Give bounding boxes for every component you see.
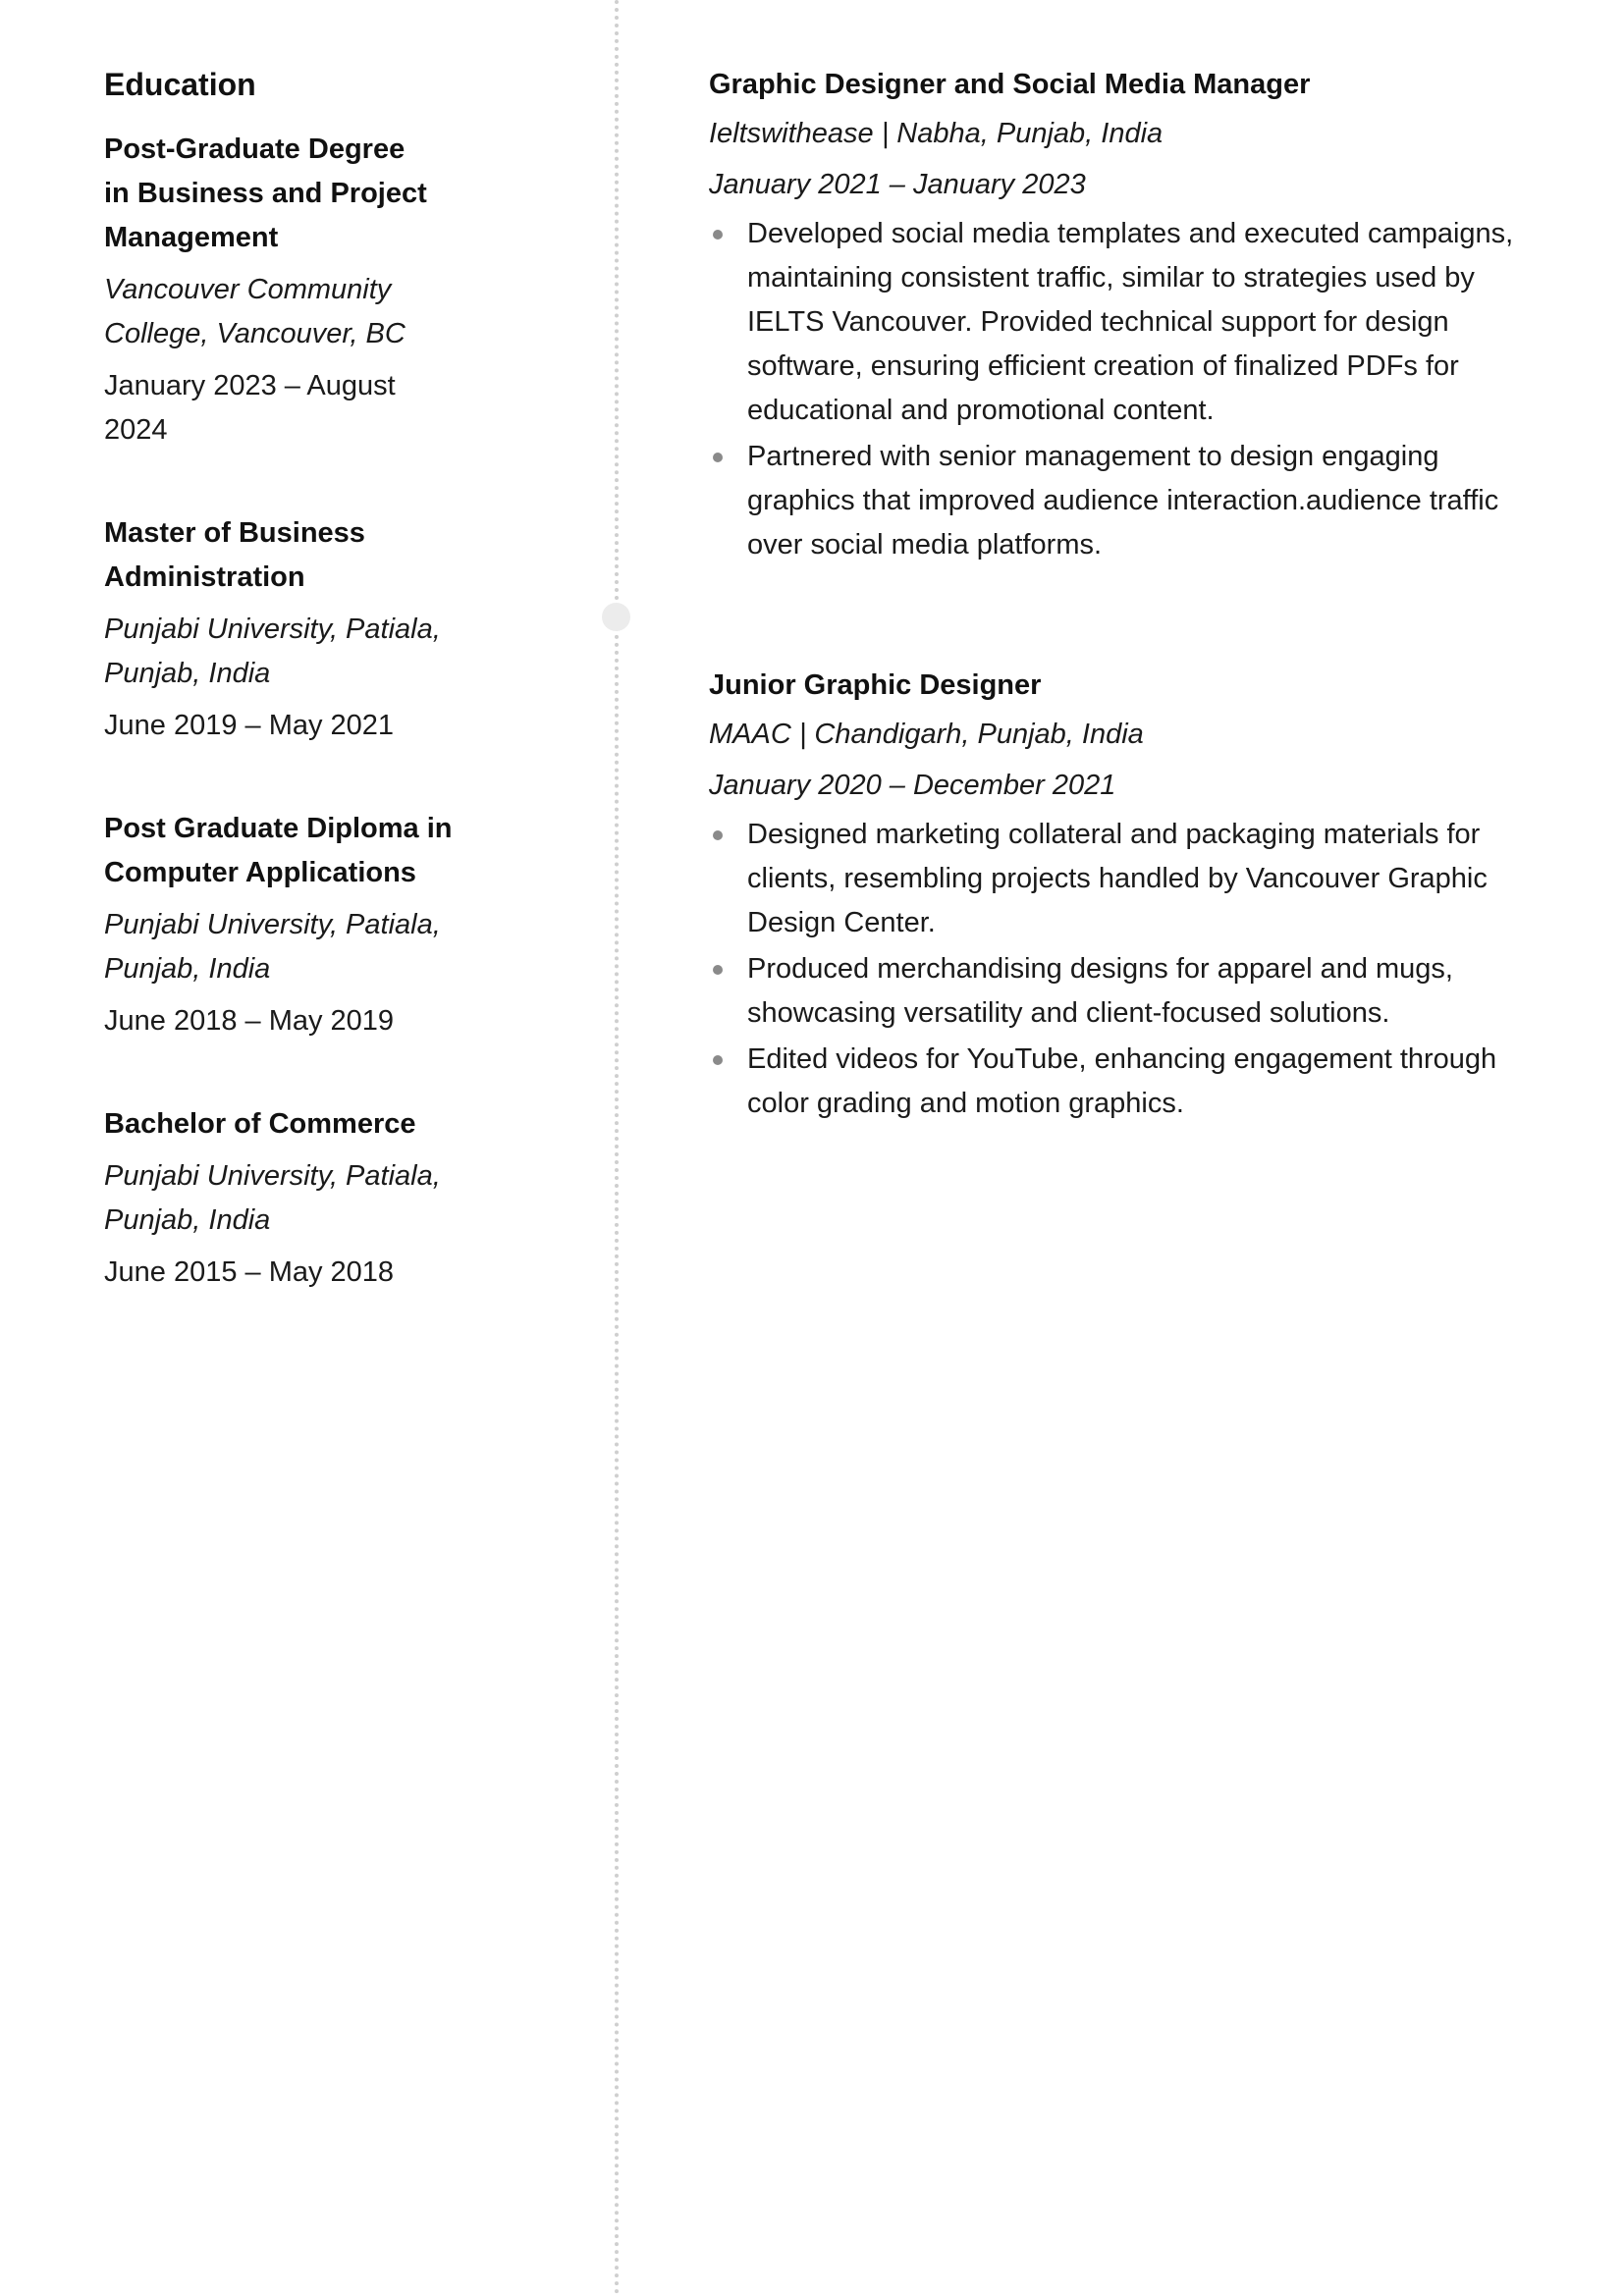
job-title: Junior Graphic Designer: [709, 669, 1042, 701]
bullet-dot-icon: [713, 830, 723, 840]
education-item: [104, 1102, 516, 1295]
job-title: Graphic Designer and Social Media Manager: [709, 69, 1311, 100]
bullet-text: Partnered with senior management to design engaging graphics that improved audience interaction.audience traffic over social media platforms.: [747, 441, 1499, 561]
bullet-item: [709, 1038, 1540, 1126]
education-school: Punjabi University, Patiala, Punjab, India: [104, 909, 441, 985]
experience-item: [709, 664, 1540, 1126]
job-dates: January 2021 – January 2023: [709, 169, 1086, 200]
education-dates: June 2018 – May 2019: [104, 1005, 395, 1037]
bullet-text: Designed marketing collateral and packaging materials for clients, resembling projects handled by Vancouver Graphic Design Center.: [747, 819, 1488, 938]
bullet-dot-icon: [713, 1055, 723, 1065]
job-bullets: [709, 212, 1540, 567]
education-degree: Bachelor of Commerce: [104, 1108, 416, 1140]
bullet-item: [709, 435, 1540, 567]
education-column: [104, 63, 516, 1354]
experience-item: [709, 63, 1540, 567]
bullet-dot-icon: [713, 453, 723, 462]
bullet-item: [709, 212, 1540, 433]
bullet-text: Developed social media templates and executed campaigns, maintaining consistent traffic, similar to strategies used by IELTS Vancouver. Provided technical support for design software, ensuring efficient creation of finalized PDFs for educational and promotional content.: [747, 218, 1514, 426]
education-item: [104, 807, 516, 1043]
bullet-item: [709, 947, 1540, 1036]
education-school: Punjabi University, Patiala, Punjab, India: [104, 1160, 441, 1236]
divider-marker-dot: [602, 603, 630, 631]
bullet-item: [709, 813, 1540, 945]
education-school: Punjabi University, Patiala, Punjab, India: [104, 614, 441, 689]
bullet-dot-icon: [713, 230, 723, 240]
education-school: Vancouver Community College, Vancouver, BC: [104, 274, 406, 349]
education-heading: Education: [104, 67, 256, 102]
bullet-text: Edited videos for YouTube, enhancing engagement through color grading and motion graphics.: [747, 1043, 1497, 1119]
bullet-text: Produced merchandising designs for apparel and mugs, showcasing versatility and client-focused solutions.: [747, 953, 1453, 1029]
job-company: MAAC | Chandigarh, Punjab, India: [709, 719, 1144, 750]
education-degree: Post-Graduate Degree in Business and Project Management: [104, 133, 427, 253]
column-divider: [615, 0, 619, 2296]
job-dates: January 2020 – December 2021: [709, 770, 1116, 801]
education-dates: June 2019 – May 2021: [104, 710, 395, 741]
education-item: [104, 128, 516, 453]
education-dates: June 2015 – May 2018: [104, 1256, 395, 1288]
job-bullets: [709, 813, 1540, 1126]
bullet-dot-icon: [713, 965, 723, 975]
job-company: Ieltswithease | Nabha, Punjab, India: [709, 118, 1164, 149]
experience-column: [709, 63, 1540, 1222]
education-dates: January 2023 – August 2024: [104, 370, 396, 446]
education-degree: Post Graduate Diploma in Computer Applications: [104, 813, 453, 888]
education-degree: Master of Business Administration: [104, 517, 365, 593]
education-item: [104, 511, 516, 748]
